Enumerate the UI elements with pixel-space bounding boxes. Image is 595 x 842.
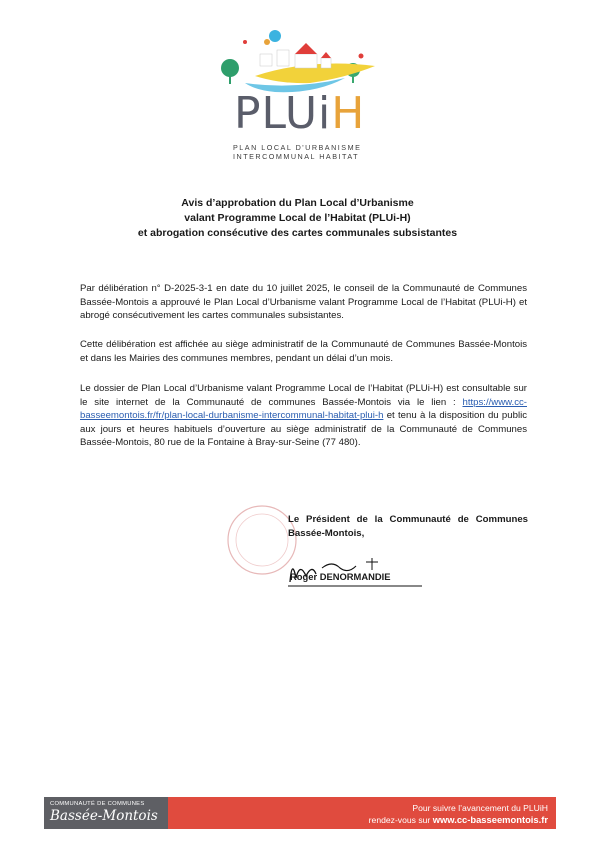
logo-subtitle-line2: INTERCOMMUNAL HABITAT: [233, 152, 360, 161]
paragraph-dossier: [80, 382, 527, 450]
footer-cta-prefix: rendez-vous sur: [368, 815, 433, 825]
paragraph-deliberation: Par délibération n° D-2025-3-1 en date du 10 juillet 2025, le conseil de la Communauté de Communes Bassée-Montois a approuvé le Plan Local d’Urbanisme valant Programme Local de l’Habitat (PLUi-H) et abrogé consécutivement les cartes communales subsistantes.: [80, 283, 527, 321]
document-title: [60, 196, 535, 241]
footer-cta-line1: Pour suivre l’avancement du PLUiH: [412, 803, 548, 813]
footer-brand: [44, 797, 168, 829]
footer-cta-line2: [168, 814, 548, 826]
signatory-role: Le Président de la Communauté de Communes Bassée-Montois,: [288, 514, 528, 539]
logo-subtitle: [233, 143, 403, 161]
dossier-text-after: et tenu à la disposition du public aux jours et heures habituels d’ouverture au siège administratif de la Communauté de Communes Bassée-Montois, 80 rue de la Fontaine à Bray-sur-Seine (77 480).: [80, 410, 527, 448]
footer-brand-small: COMMUNAUTÉ DE COMMUNES: [50, 801, 145, 807]
title-line1: Avis d’approbation du Plan Local d’Urbanisme: [181, 197, 414, 209]
footer-brand-name: Bassée-Montois: [50, 808, 158, 824]
footer-cta: [168, 797, 556, 829]
footer-website-link[interactable]: www.cc-basseemontois.fr: [432, 814, 548, 825]
title-line3: et abrogation consécutive des cartes communales subsistantes: [137, 227, 458, 239]
plui-h-link[interactable]: https://www.cc-basseemontois.fr/fr/plan-local-durbanisme-intercommunal-habitat-plui-h: [80, 396, 527, 421]
paragraph-affichage: Cette délibération est affichée au siège administratif de la Communauté de Communes Bassée-Montois et dans les Mairies des communes membres, pendant un délai d’un mois.: [80, 339, 527, 364]
title-line2: valant Programme Local de l’Habitat (PLUi-H): [184, 212, 411, 224]
logo-subtitle-line1: PLAN LOCAL D'URBANISME: [233, 143, 362, 152]
handwritten-signature: [282, 548, 442, 588]
signatory-name: Roger DENORMANDIE: [290, 571, 391, 582]
pluih-logo-wordmark: PLUiH: [234, 88, 366, 139]
footer-banner: [44, 797, 556, 829]
dossier-text-before: Le dossier de Plan Local d’Urbanisme valant Programme Local de l’Habitat (PLUi-H) est consultable sur le site internet de la Communauté de communes Bassée-Montois via le lien :: [80, 383, 527, 408]
